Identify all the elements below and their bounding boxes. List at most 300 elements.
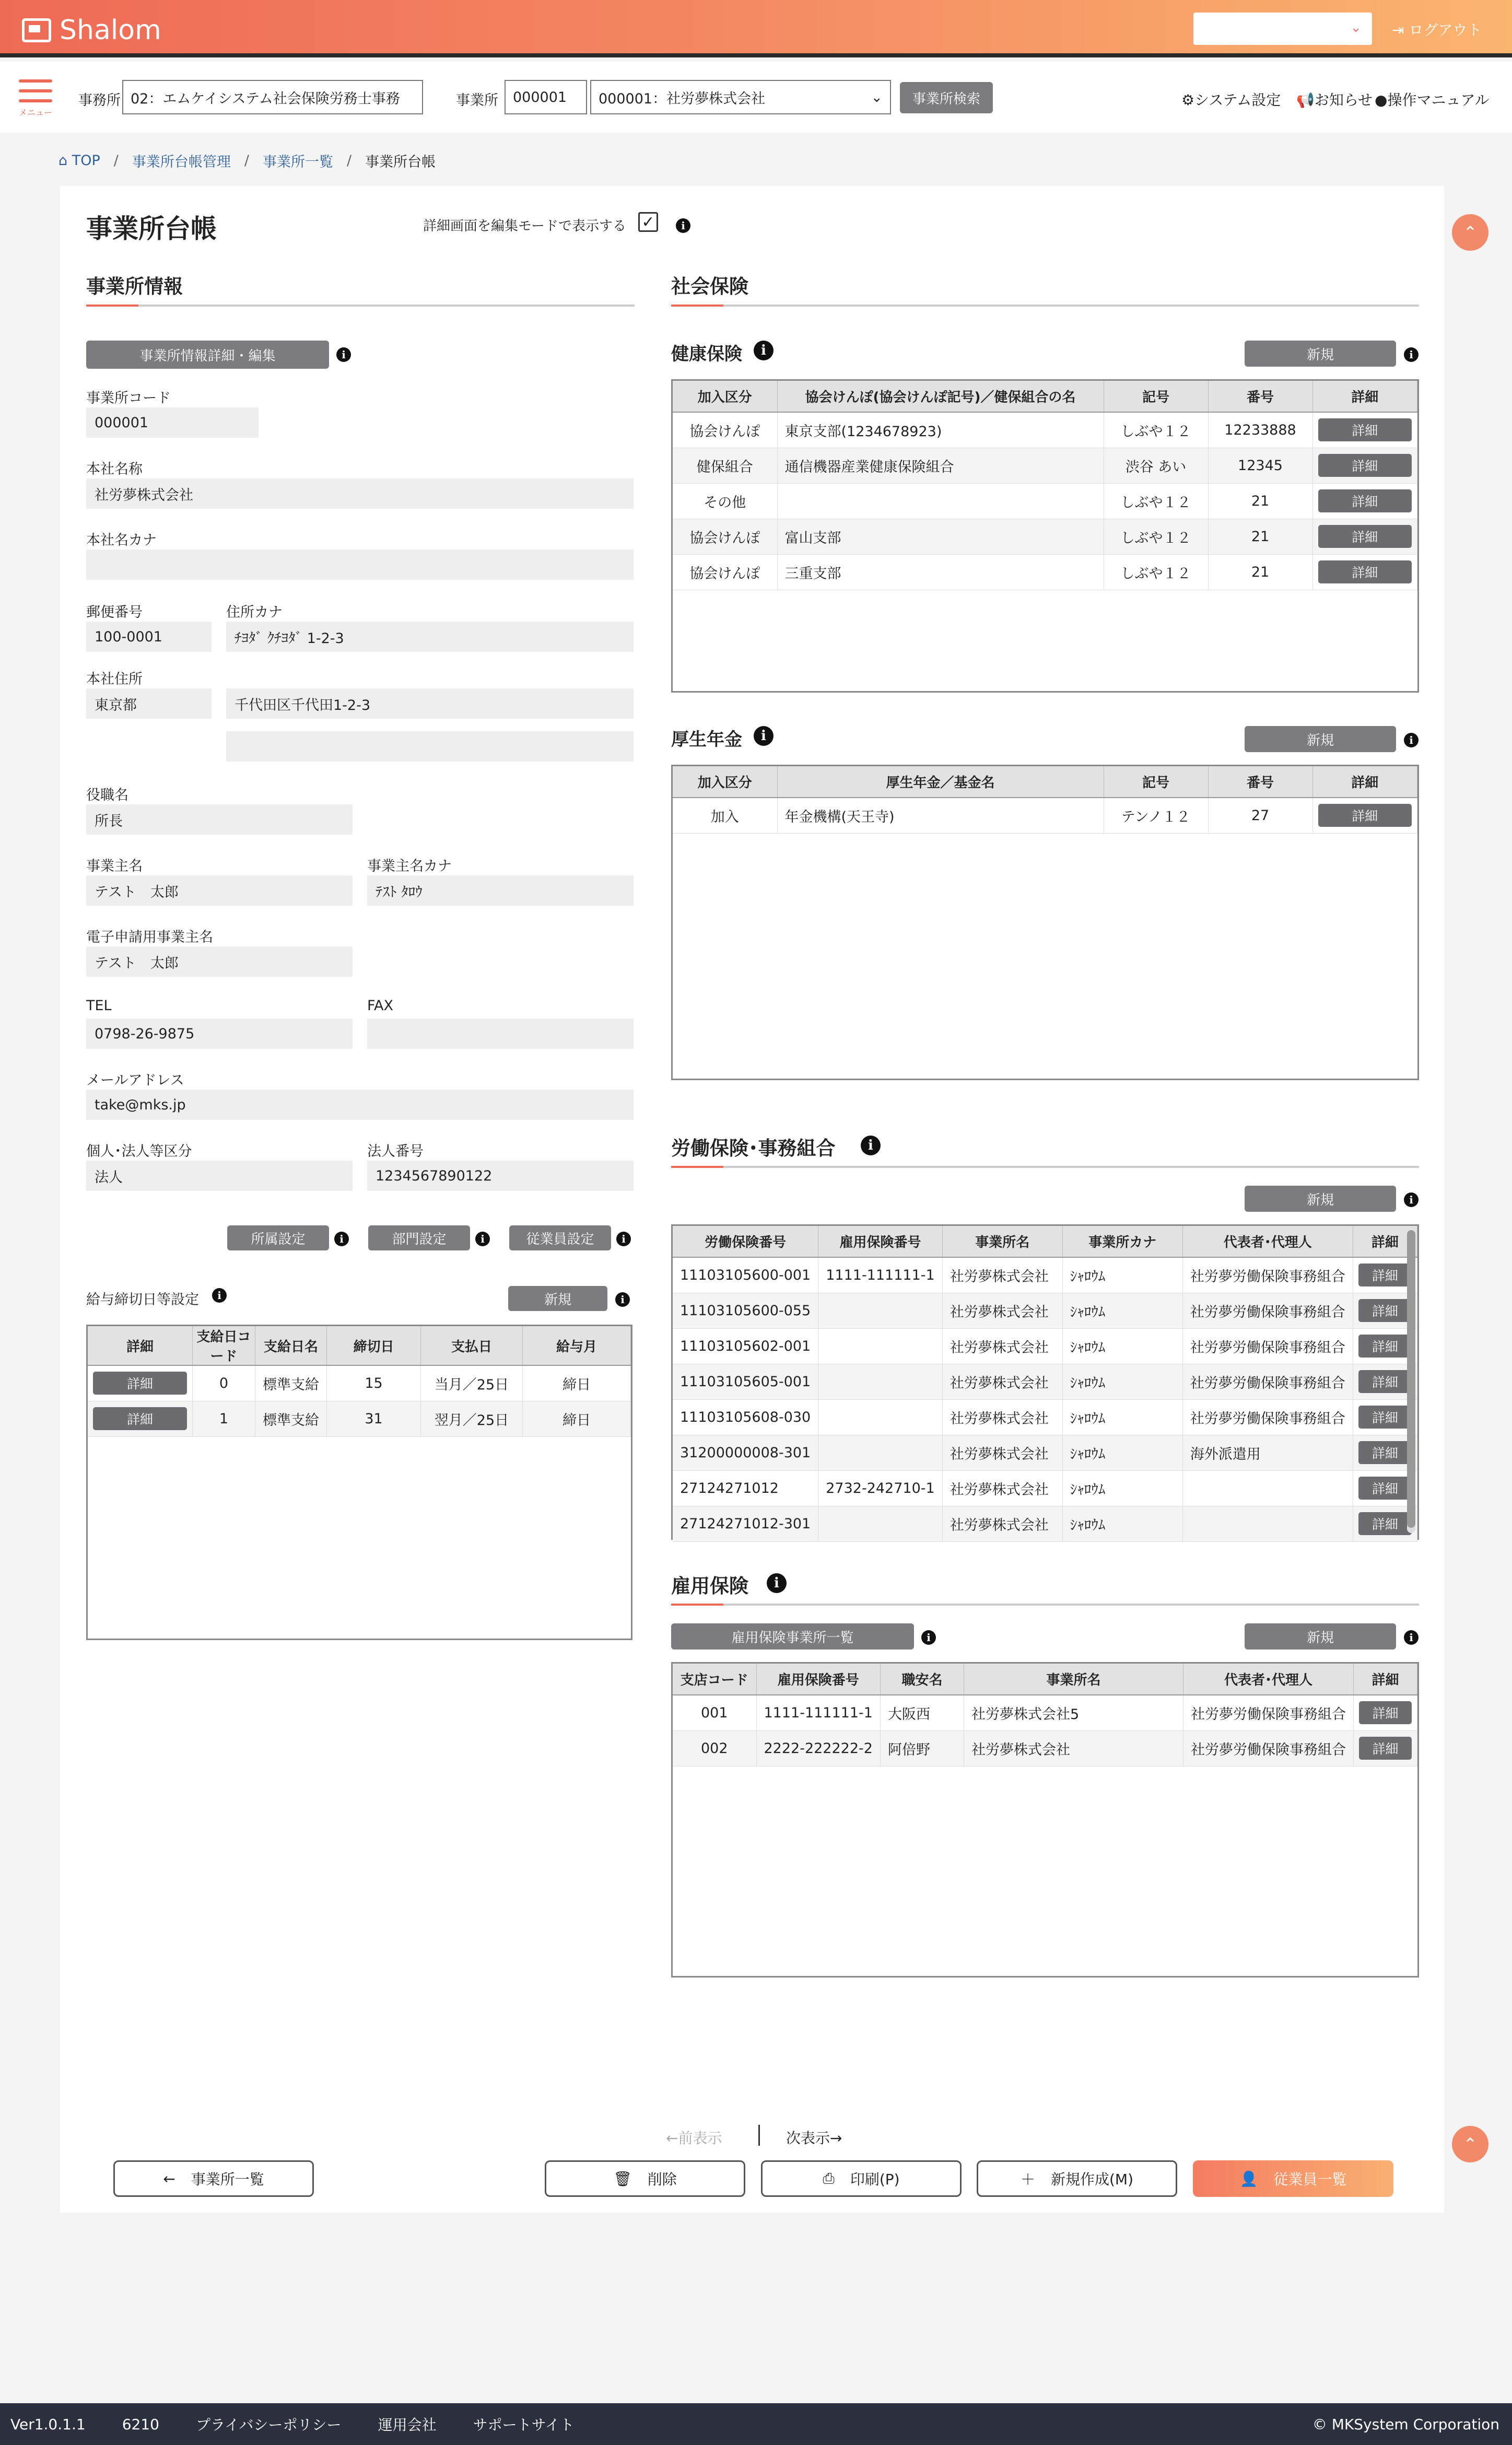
table-cell: 1111-111111-1 — [818, 1257, 942, 1293]
logo-icon — [22, 18, 51, 42]
company-link[interactable]: 運用会社 — [378, 2416, 437, 2434]
office-code-value: 000001 — [86, 407, 259, 438]
table-cell: ｼｬﾛｳﾑ — [1062, 1328, 1182, 1364]
detail-button[interactable]: 詳細 — [1359, 1701, 1412, 1724]
table-cell: 11103105600-001 — [673, 1257, 818, 1293]
breadcrumb-separator: / — [244, 153, 249, 169]
job-title-label: 役職名 — [86, 787, 128, 803]
table-cell: 001 — [673, 1695, 756, 1730]
column-header: 給与月 — [523, 1326, 631, 1365]
table-cell: 21 — [1208, 554, 1312, 590]
chevron-down-icon: ⌄ — [871, 89, 883, 106]
column-header: 支給日名 — [255, 1326, 327, 1365]
detail-button[interactable]: 詳細 — [1318, 489, 1412, 512]
manual-link[interactable] — [1375, 89, 1489, 110]
address-label: 本社住所 — [86, 671, 143, 687]
table-row — [673, 1293, 1417, 1328]
table-cell: 0 — [193, 1365, 255, 1401]
table-cell: しぶや１２ — [1104, 554, 1208, 590]
address-kana-label: 住所カナ — [226, 604, 283, 621]
info-icon[interactable]: i — [475, 1232, 490, 1246]
estab-label: 事業所 — [456, 92, 498, 109]
table-cell — [1312, 483, 1417, 519]
address1-value: 千代田区千代田1-2-3 — [226, 688, 634, 719]
table-cell: 社労夢労働保険事務組合 — [1182, 1399, 1353, 1435]
table-cell — [1182, 1506, 1353, 1541]
office-code-label: 事業所コード — [86, 390, 171, 406]
new-label: 新規作成(M) — [1051, 2171, 1134, 2188]
table-cell — [1312, 412, 1417, 448]
print-button[interactable] — [761, 2160, 962, 2197]
detail-button[interactable]: 詳細 — [1359, 1737, 1412, 1760]
table-cell: 社労夢株式会社 — [942, 1257, 1062, 1293]
user-icon: 👤 — [1239, 2170, 1258, 2187]
column-header: 詳細 — [1312, 381, 1417, 412]
office-kana-label: 本社名カナ — [86, 532, 157, 548]
column-header: 雇用保険番号 — [756, 1664, 880, 1695]
info-icon[interactable]: i — [1404, 1630, 1419, 1645]
table-row — [673, 1364, 1417, 1399]
table-cell: 002 — [673, 1730, 756, 1766]
breadcrumb-item[interactable]: 事業所台帳管理 — [132, 154, 231, 170]
table-cell: 社労夢労働保険事務組合 — [1183, 1695, 1353, 1730]
table-row — [673, 1470, 1417, 1506]
table-cell: ｼｬﾛｳﾑ — [1062, 1399, 1182, 1435]
column-header: 支店コード — [673, 1664, 756, 1695]
table-cell — [1182, 1470, 1353, 1506]
breadcrumb-top-label: TOP — [72, 153, 100, 169]
system-settings-label: システム設定 — [1194, 91, 1281, 109]
table-cell — [1353, 1695, 1417, 1730]
chevron-up-icon: ⌃ — [1463, 2134, 1478, 2154]
logout-label: ログアウト — [1409, 21, 1482, 39]
section-underline — [671, 305, 1419, 307]
info-icon[interactable]: i — [615, 1292, 630, 1307]
email-label: メールアドレス — [86, 1072, 184, 1089]
table-row — [673, 1506, 1417, 1541]
info-icon[interactable]: i — [1404, 733, 1419, 747]
detail-button[interactable]: 詳細 — [93, 1372, 187, 1395]
estab-select-value: 000001：社労夢株式会社 — [599, 90, 766, 107]
detail-button[interactable]: 詳細 — [93, 1407, 187, 1430]
column-header: 記号 — [1104, 766, 1208, 798]
prev-record-link[interactable]: ←前表示 — [666, 2130, 722, 2147]
pension-table — [671, 765, 1419, 1080]
scroll-top-button[interactable] — [1452, 214, 1488, 251]
menu-button[interactable] — [19, 79, 52, 118]
tel-value: 0798-26-9875 — [86, 1019, 353, 1049]
table-cell — [818, 1328, 942, 1364]
table-cell: 社労夢株式会社 — [942, 1435, 1062, 1470]
table-cell — [818, 1293, 942, 1328]
breadcrumb-separator: / — [113, 153, 119, 169]
breadcrumb-current: 事業所台帳 — [365, 154, 436, 170]
column-header: 事業所名 — [964, 1664, 1183, 1695]
info-icon[interactable]: i — [334, 1232, 349, 1246]
table-cell: 協会けんぽ — [673, 554, 777, 590]
department-settings-button[interactable]: 部門設定 — [368, 1225, 470, 1250]
table-cell: 渋谷 あい — [1104, 448, 1208, 483]
table-cell: 2222-222222-2 — [756, 1730, 880, 1766]
table-cell — [88, 1365, 193, 1401]
payroll-settings-label: 給与締切日等設定 — [86, 1292, 199, 1308]
privacy-link[interactable]: プライバシーポリシー — [195, 2416, 342, 2434]
table-cell: 15 — [327, 1365, 421, 1401]
column-header: 職安名 — [880, 1664, 964, 1695]
detail-button[interactable]: 詳細 — [1358, 1264, 1412, 1286]
payroll-table — [86, 1325, 632, 1640]
logo-text: Shalom — [60, 15, 161, 46]
breadcrumb — [58, 150, 436, 171]
table-cell: ｼｬﾛｳﾑ — [1062, 1364, 1182, 1399]
print-label: 印刷(P) — [850, 2171, 900, 2188]
table-cell: 社労夢労働保険事務組合 — [1182, 1293, 1353, 1328]
table-cell: 27 — [1208, 798, 1312, 833]
table-cell: しぶや１２ — [1104, 519, 1208, 554]
table-cell: 21 — [1208, 483, 1312, 519]
table-cell: 1111-111111-1 — [756, 1695, 880, 1730]
column-header: 代表者･代理人 — [1183, 1664, 1353, 1695]
table-cell: 標準支給 — [255, 1365, 327, 1401]
table-cell — [818, 1506, 942, 1541]
table-cell: ｼｬﾛｳﾑ — [1062, 1470, 1182, 1506]
table-cell: テンノ１２ — [1104, 798, 1208, 833]
column-header: 協会けんぽ(協会けんぽ記号)／健保組合の名 — [777, 381, 1104, 412]
column-header: 詳細 — [1312, 766, 1417, 798]
table-cell: ｼｬﾛｳﾑ — [1062, 1506, 1182, 1541]
column-header: 労働保険番号 — [673, 1226, 818, 1257]
home-icon: ⌂ — [58, 153, 72, 169]
estab-search-button[interactable]: 事業所検索 — [900, 82, 993, 113]
menu-label: メニュー — [19, 108, 53, 118]
table-cell: 31 — [327, 1401, 421, 1436]
table-cell: 12233888 — [1208, 412, 1312, 448]
office-select[interactable]: 02：エムケイシステム社会保険労務士事務 — [122, 80, 423, 114]
table-cell: 社労夢株式会社 — [942, 1364, 1062, 1399]
detail-button[interactable]: 詳細 — [1318, 454, 1412, 477]
footer-code: 6210 — [122, 2415, 159, 2433]
chevron-up-icon: ⌃ — [1463, 223, 1478, 242]
labor-insurance-heading: 労働保険･事務組合 — [671, 1137, 836, 1160]
table-row — [673, 412, 1417, 448]
delete-label: 削除 — [647, 2171, 677, 2188]
page-title: 事業所台帳 — [86, 214, 217, 244]
table-cell: 12345 — [1208, 448, 1312, 483]
hamburger-icon-bar — [19, 99, 52, 102]
office-label: 事務所 — [78, 92, 121, 109]
office-name-value: 社労夢株式会社 — [86, 478, 634, 509]
table-cell — [818, 1399, 942, 1435]
table-cell: 当月／25日 — [421, 1365, 523, 1401]
address2-value — [226, 731, 634, 762]
breadcrumb-top[interactable] — [58, 153, 100, 169]
breadcrumb-separator: / — [346, 153, 352, 169]
detail-button[interactable]: 詳細 — [1318, 804, 1412, 827]
detail-button[interactable]: 詳細 — [1318, 525, 1412, 548]
pension-new-button[interactable]: 新規 — [1245, 726, 1396, 752]
info-icon[interactable]: i — [676, 218, 690, 233]
table-cell: 1 — [193, 1401, 255, 1436]
table-cell: 加入 — [673, 798, 777, 833]
column-header: 事業所カナ — [1062, 1226, 1182, 1257]
table-cell — [818, 1435, 942, 1470]
owner-name-label: 事業主名 — [86, 858, 143, 874]
table-cell: 社労夢株式会社 — [942, 1506, 1062, 1541]
table-cell — [1312, 448, 1417, 483]
e-owner-value: テスト 太郎 — [86, 946, 353, 977]
table-cell: 社労夢株式会社 — [942, 1328, 1062, 1364]
section-underline — [86, 305, 635, 307]
pension-heading: 厚生年金 — [671, 729, 742, 750]
employment-insurance-table — [671, 1662, 1419, 1978]
table-cell: しぶや１２ — [1104, 483, 1208, 519]
office-name-label: 本社名称 — [86, 461, 143, 477]
table-cell: 翌月／25日 — [421, 1401, 523, 1436]
header-select[interactable] — [1193, 13, 1372, 45]
manual-label: 操作マニュアル — [1387, 91, 1490, 109]
table-cell: ｼｬﾛｳﾑ — [1062, 1257, 1182, 1293]
detail-button[interactable]: 詳細 — [1318, 560, 1412, 583]
employment-new-button[interactable]: 新規 — [1245, 1623, 1396, 1650]
table-row — [673, 1328, 1417, 1364]
edit-mode-checkbox[interactable] — [638, 212, 658, 232]
column-header: 番号 — [1208, 381, 1312, 412]
gear-icon: ⚙ — [1181, 91, 1195, 109]
address-kana-value: ﾁﾖﾀﾞ ｸﾁﾖﾀﾞ 1-2-3 — [226, 622, 634, 652]
next-record-link[interactable]: 次表示→ — [786, 2130, 842, 2147]
owner-name-value: テスト 太郎 — [86, 875, 353, 906]
detail-button[interactable]: 詳細 — [1358, 1335, 1412, 1358]
column-header: 詳細 — [1353, 1664, 1417, 1695]
table-cell: 標準支給 — [255, 1401, 327, 1436]
trash-icon: 🗑 — [613, 2170, 632, 2187]
table-cell: 11103105605-001 — [673, 1364, 818, 1399]
section-underline — [671, 1166, 1419, 1168]
table-cell: 11103105608-030 — [673, 1399, 818, 1435]
employment-insurance-heading: 雇用保険 — [671, 1575, 748, 1597]
scrollbar[interactable] — [1407, 1230, 1415, 1533]
column-header: 支給日コード — [193, 1326, 255, 1365]
job-title-value: 所長 — [86, 804, 353, 835]
table-cell: 海外派遣用 — [1182, 1435, 1353, 1470]
table-cell — [777, 483, 1104, 519]
column-header: 支払日 — [421, 1326, 523, 1365]
table-cell: 31200000008-301 — [673, 1435, 818, 1470]
table-cell: 社労夢労働保険事務組合 — [1182, 1364, 1353, 1399]
notices-label: お知らせ — [1314, 91, 1373, 109]
table-cell: 11103105600-055 — [673, 1293, 818, 1328]
table-cell: 年金機構(天王寺) — [777, 798, 1104, 833]
table-cell: 健保組合 — [673, 448, 777, 483]
scrollbar-thumb[interactable] — [1407, 1230, 1415, 1528]
column-header: 加入区分 — [673, 766, 777, 798]
column-header: 雇用保険番号 — [818, 1226, 942, 1257]
table-cell: 社労夢労働保険事務組合 — [1182, 1257, 1353, 1293]
version-text: Ver1.0.1.1 — [10, 2415, 86, 2433]
fax-value — [367, 1019, 634, 1049]
info-icon[interactable]: i — [616, 1232, 631, 1246]
corp-type-label: 個人･法人等区分 — [86, 1143, 192, 1160]
column-header: 記号 — [1104, 381, 1208, 412]
hamburger-icon — [19, 79, 52, 83]
detail-button[interactable]: 詳細 — [1358, 1370, 1412, 1393]
detail-button[interactable]: 詳細 — [1358, 1477, 1412, 1500]
table-cell — [1312, 519, 1417, 554]
table-row — [673, 448, 1417, 483]
column-header: 加入区分 — [673, 381, 777, 412]
logout-icon: ⇥ — [1392, 21, 1409, 39]
employee-settings-button[interactable]: 従業員設定 — [509, 1225, 611, 1250]
table-cell — [1353, 1730, 1417, 1766]
copyright-text: © MKSystem Corporation — [1312, 2415, 1499, 2433]
zip-label: 郵便番号 — [86, 604, 143, 621]
table-cell: しぶや１２ — [1104, 412, 1208, 448]
info-icon[interactable]: i — [767, 1573, 787, 1593]
estab-code-input[interactable]: 000001 — [505, 80, 587, 114]
detail-button[interactable]: 詳細 — [1358, 1512, 1412, 1535]
employee-list-label: 従業員一覧 — [1273, 2171, 1347, 2188]
tel-label: TEL — [86, 998, 112, 1014]
detail-button[interactable]: 詳細 — [1358, 1406, 1412, 1429]
table-cell: 社労夢労働保険事務組合 — [1182, 1328, 1353, 1364]
hamburger-icon-bar — [19, 89, 52, 92]
table-cell: 社労夢株式会社5 — [964, 1695, 1183, 1730]
pager-divider — [758, 2125, 760, 2146]
table-row — [88, 1365, 631, 1401]
table-cell: 締日 — [523, 1401, 631, 1436]
app-logo[interactable] — [22, 15, 161, 46]
plus-icon: ＋ — [1020, 2171, 1035, 2188]
support-link[interactable]: サポートサイト — [473, 2416, 575, 2434]
detail-button[interactable]: 詳細 — [1358, 1441, 1412, 1464]
office-list-label: 事業所一覧 — [191, 2171, 264, 2188]
table-cell: 協会けんぽ — [673, 412, 777, 448]
social-insurance-heading: 社会保険 — [671, 275, 748, 298]
office-list-button[interactable] — [113, 2160, 314, 2197]
payroll-new-button[interactable]: 新規 — [508, 1286, 607, 1311]
table-cell: 阿倍野 — [880, 1730, 964, 1766]
system-settings-link[interactable] — [1181, 89, 1281, 110]
table-cell: 三重支部 — [777, 554, 1104, 590]
table-row — [673, 483, 1417, 519]
app-footer — [0, 2403, 1512, 2445]
column-header: 詳細 — [1353, 1226, 1417, 1257]
table-cell — [88, 1401, 193, 1436]
table-cell: 大阪西 — [880, 1695, 964, 1730]
zip-value: 100-0001 — [86, 622, 212, 652]
info-icon[interactable]: i — [921, 1630, 936, 1645]
prefecture-value: 東京都 — [86, 688, 212, 719]
office-info-heading: 事業所情報 — [86, 275, 183, 298]
health-insurance-table — [671, 379, 1419, 693]
table-cell: 21 — [1208, 519, 1312, 554]
table-row — [88, 1401, 631, 1436]
employee-list-button[interactable] — [1193, 2160, 1393, 2197]
detail-button[interactable]: 詳細 — [1318, 418, 1412, 441]
table-cell: 東京支部(1234678923) — [777, 412, 1104, 448]
labor-insurance-table — [671, 1224, 1419, 1540]
table-cell: 27124271012-301 — [673, 1506, 818, 1541]
info-icon[interactable]: i — [754, 726, 773, 746]
detail-button[interactable]: 詳細 — [1358, 1299, 1412, 1322]
health-insurance-heading: 健康保険 — [671, 344, 742, 365]
employment-office-list-button[interactable]: 雇用保険事業所一覧 — [671, 1623, 914, 1650]
table-row — [673, 1695, 1417, 1730]
column-header: 厚生年金／基金名 — [777, 766, 1104, 798]
table-row — [673, 554, 1417, 590]
table-cell: 社労夢株式会社 — [942, 1293, 1062, 1328]
table-row — [673, 1435, 1417, 1470]
table-cell: 通信機器産業健康保険組合 — [777, 448, 1104, 483]
edit-mode-label: 詳細画面を編集モードで表示する — [423, 218, 626, 234]
delete-button[interactable] — [545, 2160, 745, 2197]
info-icon[interactable]: i — [861, 1136, 881, 1155]
email-value: take@mks.jp — [86, 1090, 634, 1120]
owner-kana-value: ﾃｽﾄ ﾀﾛｳ — [367, 875, 634, 906]
table-cell: 社労夢株式会社 — [942, 1399, 1062, 1435]
table-row — [673, 798, 1417, 833]
e-owner-label: 電子申請用事業主名 — [86, 929, 213, 945]
column-header: 締切日 — [327, 1326, 421, 1365]
info-icon[interactable]: i — [212, 1288, 227, 1303]
bulb-icon: ● — [1375, 91, 1388, 109]
breadcrumb-item[interactable]: 事業所一覧 — [262, 154, 333, 170]
affiliation-settings-button[interactable]: 所属設定 — [227, 1225, 329, 1250]
chevron-down-icon: ⌄ — [1350, 20, 1362, 36]
labor-new-button[interactable]: 新規 — [1245, 1186, 1396, 1212]
table-cell — [818, 1364, 942, 1399]
column-header: 番号 — [1208, 766, 1312, 798]
info-icon[interactable]: i — [336, 347, 351, 362]
column-header: 事業所名 — [942, 1226, 1062, 1257]
notices-link[interactable] — [1296, 89, 1373, 110]
info-icon[interactable]: i — [1404, 347, 1419, 362]
table-cell: 富山支部 — [777, 519, 1104, 554]
table-cell: その他 — [673, 483, 777, 519]
table-row — [673, 1730, 1417, 1766]
info-icon[interactable]: i — [1404, 1192, 1419, 1207]
table-cell: 社労夢株式会社 — [942, 1470, 1062, 1506]
corp-type-value: 法人 — [86, 1161, 353, 1191]
health-new-button[interactable]: 新規 — [1245, 341, 1396, 367]
table-cell: 27124271012 — [673, 1470, 818, 1506]
owner-kana-label: 事業主名カナ — [367, 858, 452, 874]
corp-number-value: 1234567890122 — [367, 1161, 634, 1191]
section-underline — [671, 1604, 1419, 1606]
logout-link[interactable] — [1392, 19, 1482, 40]
new-button[interactable] — [977, 2160, 1177, 2197]
table-cell: 協会けんぽ — [673, 519, 777, 554]
table-cell — [1312, 554, 1417, 590]
office-detail-edit-button[interactable]: 事業所情報詳細・編集 — [86, 341, 329, 369]
table-cell: 社労夢労働保険事務組合 — [1183, 1730, 1353, 1766]
info-icon[interactable]: i — [754, 341, 773, 360]
table-cell — [1312, 798, 1417, 833]
table-cell: ｼｬﾛｳﾑ — [1062, 1293, 1182, 1328]
table-row — [673, 1257, 1417, 1293]
column-header: 代表者･代理人 — [1182, 1226, 1353, 1257]
table-cell: 社労夢株式会社 — [964, 1730, 1183, 1766]
scroll-top-button[interactable] — [1452, 2126, 1488, 2162]
arrow-left-icon: ← — [163, 2170, 175, 2187]
table-row — [673, 519, 1417, 554]
table-cell: ｼｬﾛｳﾑ — [1062, 1435, 1182, 1470]
estab-select[interactable] — [590, 80, 891, 114]
table-cell: 締日 — [523, 1365, 631, 1401]
megaphone-icon: 📢 — [1296, 91, 1315, 109]
column-header: 詳細 — [88, 1326, 193, 1365]
office-kana-value — [86, 549, 634, 580]
